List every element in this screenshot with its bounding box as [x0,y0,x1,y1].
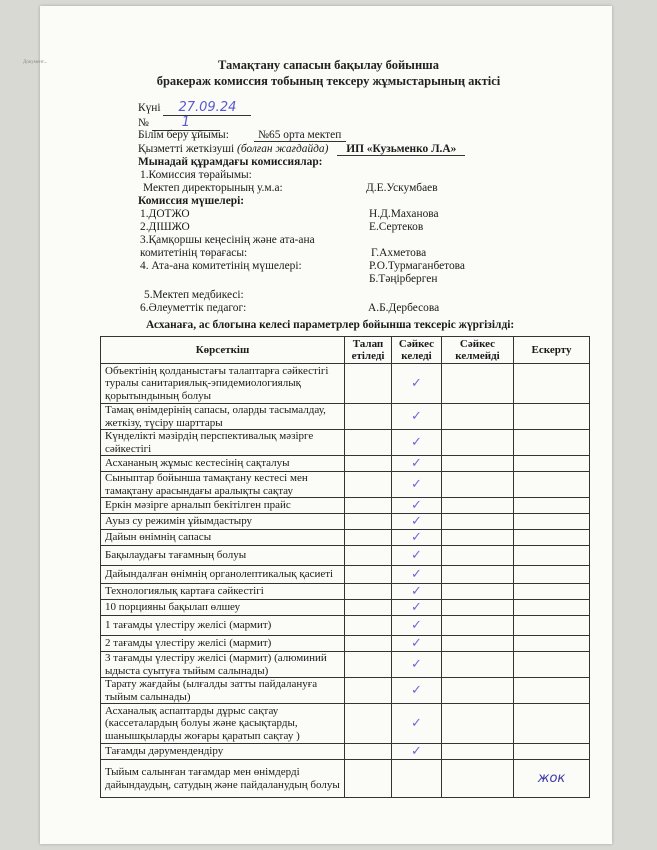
check-mark: ✓ [392,652,442,678]
check-mark: ✓ [392,678,442,704]
member4-name1: Р.О.Турмаганбетова [369,260,465,272]
member3-label-line1: 3.Қамқоршы кеңесінің және ата-ана [140,234,315,246]
check-mark: ✓ [392,498,442,514]
table-row: Тыйым салынған тағамдар мен өнімдерді дайындаудың, сатудың және пайдаланудың болуы жок [101,760,590,798]
chair-heading: 1.Комиссия төрайымы: [140,169,252,181]
date-line [138,100,251,116]
supplier-line [138,143,465,156]
check-mark: ✓ [392,530,442,546]
inspection-table [100,336,590,798]
margin-note: Документ... [23,60,48,65]
members-heading: Комиссия мүшелері: [138,195,245,207]
table-row: 10 порцияны бақылап өлшеу ✓ [101,600,590,616]
act-title-line2: бракераж комиссия тобының тексеру жұмыстарының актісі [156,74,501,88]
header-matches: Сәйкес келеді [392,337,442,364]
member3-name: Г.Ахметова [371,247,427,259]
table-row: 2 тағамды үлестіру желісі (мармит) ✓ [101,636,590,652]
table-row: Еркін мәзірге арналып бекітілген прайс ✓ [101,498,590,514]
school-label: Білім беру ұйымы: [138,129,229,141]
check-mark: ✓ [392,616,442,636]
header-required: Талап етіледі [345,337,392,364]
number-label: № [138,117,149,129]
commission-heading: Мынадай құрамдағы комиссиялар: [138,156,323,168]
check-mark: ✓ [392,430,442,456]
table-row: Тамақ өнімдерінің сапасы, оларды тасымалдау, жеткізу, түсіру шарттары ✓ [101,404,590,430]
director-name: Д.Е.Ускумбаев [366,182,438,194]
member3-label-line2: комитетінің төрағасы: [140,247,248,259]
table-row: 3 тағамды үлестіру желісі (мармит) (алюминий ыдыста суытуға тыйым салынады) ✓ [101,652,590,678]
check-mark: ✓ [392,456,442,472]
check-mark: ✓ [392,636,442,652]
table-row: 1 тағамды үлестіру желісі (мармит) ✓ [101,616,590,636]
member1-label: 1.ДОТЖО [140,208,190,220]
header-note: Ескерту [514,337,590,364]
check-mark: ✓ [392,744,442,760]
pedagog-name: А.Б.Дербесова [368,302,440,314]
table-row: Ауыз су режимін ұйымдастыру ✓ [101,514,590,530]
table-row: Дайын өнімнің сапасы ✓ [101,530,590,546]
member4-label: 4. Ата-ана комитетінің мүшелері: [140,260,302,272]
date-value: 27.09.24 [163,100,251,116]
supplier-note: (болған жағдайда) [237,143,329,155]
table-row: Тағамды дәрумендендіру ✓ [101,744,590,760]
supplier-value: ИП «Кузьменко Л.А» [337,143,465,156]
member2-name: Е.Сертеков [369,221,424,233]
member4-name2: Б.Тәңірберген [369,273,438,285]
table-row: Асханалық аспаптарды дұрыс сақтау (кассеталардың болуы және қасықтарды, шанышқыларды жоғары қаратып сақтау ) ✓ [101,704,590,744]
table-row: Күнделікті мәзірдің перспективалық мәзірге сәйкестігі ✓ [101,430,590,456]
check-mark: ✓ [392,472,442,498]
nurse-label: 5.Мектеп медбикесі: [144,289,244,301]
act-title-line1: Тамақтану сапасын бақылау бойынша [218,58,439,72]
check-mark: ✓ [392,566,442,584]
inspection-heading: Асханаға, ас блогына келесі параметрлер бойынша тексеріс жүргізілді: [146,319,515,331]
check-mark: ✓ [392,584,442,600]
check-mark: ✓ [392,514,442,530]
table-header-row [101,337,590,364]
check-mark: ✓ [392,704,442,744]
table-row: Тарату жағдайы (ылғалды затты пайдалануға тыйым салынады) ✓ [101,678,590,704]
school-line [138,129,346,142]
school-value: №65 орта мектеп [254,129,346,142]
table-row: Асхананың жұмыс кестесінің сақталуы ✓ [101,456,590,472]
table-row: Сыныптар бойынша тамақтану кестесі мен тамақтану арасындағы аралықты сақтау ✓ [101,472,590,498]
check-mark: ✓ [392,600,442,616]
director-label: Мектеп директорының у.м.а: [143,182,283,194]
header-indicator: Көрсеткіш [101,337,345,364]
table-row: Технологиялық картаға сәйкестігі ✓ [101,584,590,600]
supplier-label: Қызметті жеткізуші [138,143,235,155]
member1-name: Н.Д.Маханова [369,208,439,220]
check-mark: ✓ [392,364,442,404]
handwritten-note: жок [537,771,566,786]
member2-label: 2.ДІШЖО [140,221,190,233]
table-row: Бақылаудағы тағамның болуы ✓ [101,546,590,566]
number-value: 1 [152,115,220,131]
pedagog-label: 6.Әлеуметтік педагог: [140,302,247,314]
table-row: Дайындалған өнімнің органолептикалық қасиеті ✓ [101,566,590,584]
date-label: Күні [138,102,161,114]
header-not-matches: Сәйкес келмейді [442,337,514,364]
check-mark: ✓ [392,546,442,566]
table-row: Объектінің қолданыстағы талаптарға сәйкестігі туралы санитариялық-эпидемиологиялық қорытындының болуы ✓ [101,364,590,404]
check-mark: ✓ [392,404,442,430]
